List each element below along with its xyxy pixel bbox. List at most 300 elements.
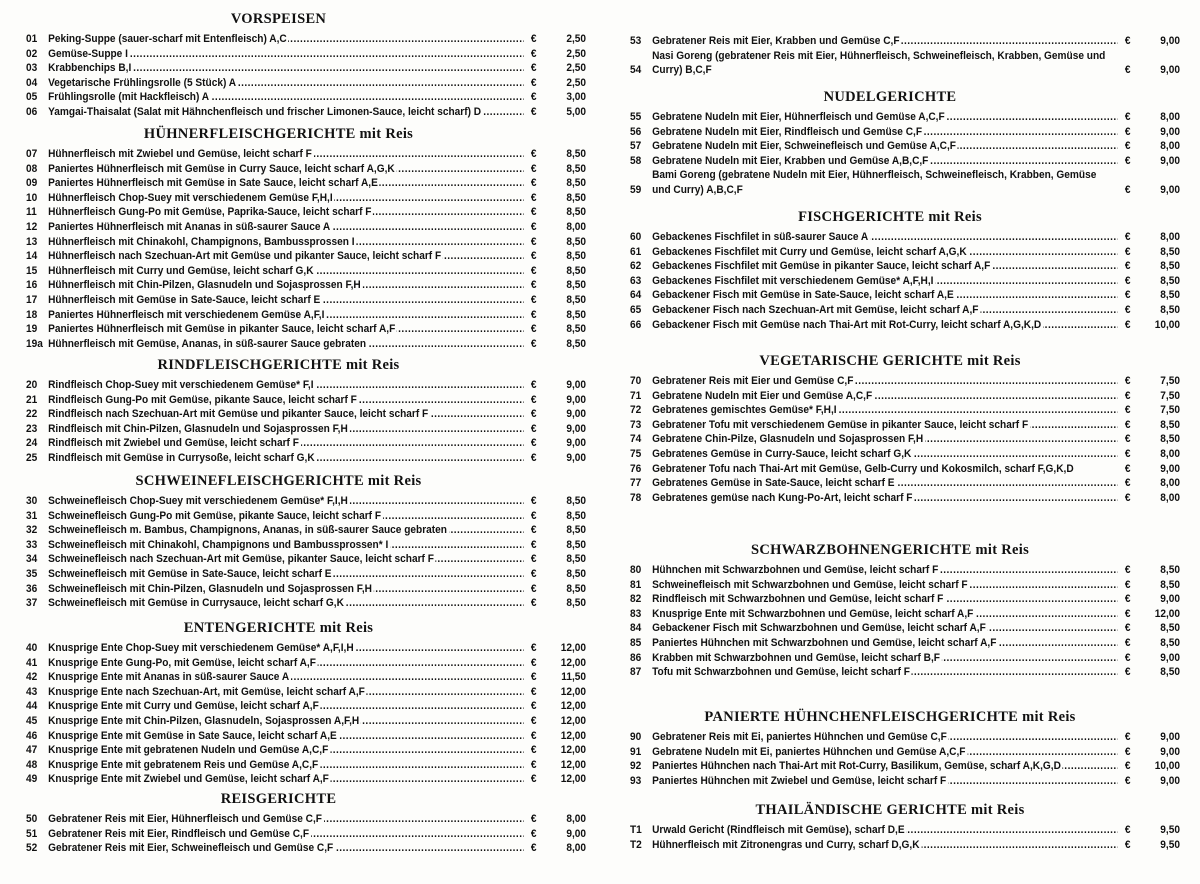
item-number: 80	[630, 564, 642, 576]
item-description-text: Rindfleisch Chop-Suey mit verschiedenem Gemüse* F,I	[48, 379, 314, 391]
section-title: VORSPEISEN	[230, 11, 327, 27]
item-price: 8,50	[1160, 260, 1181, 273]
item-number: 60	[630, 231, 642, 243]
item-number: 06	[26, 105, 38, 118]
item-price: 8,50	[566, 582, 587, 595]
section-vorspeisen	[26, 10, 586, 120]
item-price: 8,50	[566, 293, 587, 306]
euro-sign: €	[1124, 477, 1131, 490]
menu-item	[26, 278, 586, 293]
euro-sign: €	[1124, 111, 1131, 123]
menu-item	[630, 462, 1180, 477]
menu-item	[630, 389, 1180, 404]
item-description	[652, 759, 1117, 774]
item-number: 92	[630, 760, 642, 773]
menu-item	[630, 476, 1180, 491]
item-price: 8,50	[566, 279, 587, 292]
item-description-text: Hühnerfleisch mit Gemüse, Ananas, in süß-saurer Sauce gebraten	[48, 337, 367, 350]
item-description-text: Rindfleisch mit Chin-Pilzen, Glasnudeln und Sojasprossen F,H	[48, 422, 348, 435]
item-description-text: Knusprige Ente mit gebratenen Nudeln und Gemüse A,C,F	[48, 744, 329, 757]
menu-item	[26, 714, 586, 729]
item-description-text: Schweinefleisch Gung-Po mit Gemüse, pikante Sauce, leicht scharf F	[48, 509, 382, 522]
item-description	[652, 418, 1117, 433]
item-description	[652, 774, 1117, 789]
item-price: 8,50	[566, 264, 587, 277]
menu-item	[26, 147, 586, 162]
item-description	[48, 32, 523, 47]
item-price: 7,50	[1160, 389, 1181, 402]
item-price: 12,00	[560, 729, 587, 742]
item-description	[48, 641, 523, 656]
euro-sign: €	[1124, 183, 1131, 196]
item-number: 47	[26, 744, 38, 757]
section-reis	[26, 790, 586, 856]
menu-item	[630, 563, 1180, 578]
item-description	[48, 436, 523, 451]
item-price: 8,50	[1160, 666, 1181, 679]
item-price: 8,00	[1160, 140, 1181, 153]
menu-item	[630, 665, 1180, 680]
item-description-text: Hühnerfleisch mit Zwiebel und Gemüse, leicht scharf F	[48, 148, 312, 160]
item-description	[652, 168, 1117, 197]
item-description	[48, 90, 523, 105]
item-number: 51	[26, 827, 38, 840]
menu-item	[26, 436, 586, 451]
item-number: T2	[630, 838, 642, 851]
item-description	[48, 812, 523, 827]
item-description-text: Gebratener Reis mit Eier und Gemüse C,F	[652, 375, 854, 387]
euro-sign: €	[530, 656, 537, 669]
item-number: 61	[630, 245, 642, 258]
item-description	[48, 264, 523, 279]
item-description-text: Schweinefleisch mit Schwarzbohnen und Gemüse, leicht scharf F	[652, 578, 968, 591]
item-description-text: Gebratener Reis mit Ei, paniertes Hühnchen und Gemüse C,F	[652, 731, 947, 743]
menu-item	[26, 812, 586, 827]
menu-item	[630, 759, 1180, 774]
item-description	[652, 745, 1117, 760]
euro-sign: €	[530, 553, 537, 566]
item-description-text: Schweinefleisch mit Gemüse in Currysauce, leicht scharf G,K	[48, 597, 344, 610]
item-description	[652, 110, 1117, 125]
item-price: 8,00	[566, 813, 587, 825]
item-price: 8,00	[566, 842, 587, 855]
section-fisch	[630, 208, 1180, 332]
item-description-text: Gebratene Nudeln mit Eier, Hühnerfleisch und Gemüse A,C,F	[652, 111, 945, 123]
item-description	[48, 841, 523, 856]
item-number: 86	[630, 651, 642, 664]
item-price: 11,50	[561, 671, 587, 684]
euro-sign: €	[1124, 154, 1131, 167]
euro-sign: €	[530, 437, 537, 450]
item-price: 9,00	[566, 408, 587, 421]
item-number: 83	[630, 607, 642, 620]
euro-sign: €	[1124, 418, 1131, 431]
item-price: 12,00	[560, 744, 587, 757]
item-number: 81	[630, 578, 642, 591]
section-title: VEGETARISCHE GERICHTE mit Reis	[759, 353, 1021, 369]
item-number: 76	[630, 462, 642, 475]
item-description	[652, 636, 1117, 651]
item-description-text: Knusprige Ente mit Gemüse in Sate Sauce, leicht scharf A,E	[48, 729, 337, 742]
item-description-text: Gebackener Fisch mit Gemüse nach Thai-Art mit Rot-Curry, leicht scharf A,G,K,D	[652, 318, 1042, 331]
menu-item	[26, 249, 586, 264]
euro-sign: €	[530, 191, 537, 204]
item-price: 9,00	[1160, 183, 1181, 196]
item-description	[48, 393, 523, 408]
menu-item	[630, 403, 1180, 418]
item-number: 65	[630, 303, 642, 316]
item-price: 12,00	[560, 700, 587, 713]
menu-item	[26, 699, 586, 714]
item-price: 8,00	[1160, 231, 1181, 243]
menu-item	[630, 651, 1180, 666]
item-description-text: Gebratenes gemischtes Gemüse* F,H,I	[652, 404, 837, 417]
item-number: 13	[26, 235, 38, 248]
euro-sign: €	[1124, 774, 1131, 787]
euro-sign: €	[1124, 607, 1131, 620]
section-title: SCHWEINEFLEISCHGERICHTE mit Reis	[135, 473, 422, 489]
euro-sign: €	[1124, 64, 1131, 77]
menu-item	[630, 432, 1180, 447]
menu-item	[26, 191, 586, 206]
item-number: 64	[630, 289, 642, 302]
item-number: 20	[26, 379, 38, 391]
item-price: 12,00	[560, 758, 587, 771]
item-number: 04	[26, 76, 38, 89]
item-price: 9,00	[1160, 731, 1181, 743]
menu-item	[26, 393, 586, 408]
item-description-text: Gebackenes Fischfilet mit Curry und Gemüse, leicht scharf A,G,K	[652, 245, 967, 258]
item-price: 8,50	[1160, 622, 1181, 635]
euro-sign: €	[530, 76, 537, 89]
item-description	[48, 552, 523, 567]
item-description-text: Knusprige Ente mit Schwarzbohnen und Gemüse, leicht scharf A,F	[652, 607, 974, 620]
item-description	[652, 403, 1117, 418]
item-price: 7,50	[1160, 375, 1181, 387]
item-description	[48, 293, 523, 308]
item-number: 31	[26, 509, 38, 522]
euro-sign: €	[530, 758, 537, 771]
item-price: 8,50	[1160, 303, 1181, 316]
euro-sign: €	[1124, 404, 1131, 417]
item-price: 10,00	[1154, 318, 1181, 331]
section-title: REISGERICHTE	[220, 791, 337, 807]
menu-item	[26, 656, 586, 671]
item-description-text: Vegetarische Frühlingsrolle (5 Stück) A	[48, 76, 237, 89]
menu-item	[26, 827, 586, 842]
item-description	[48, 494, 523, 509]
item-number: 30	[26, 495, 38, 507]
item-price: 8,50	[1160, 418, 1181, 431]
item-number: 16	[26, 279, 38, 292]
euro-sign: €	[1124, 745, 1131, 758]
section-nudel	[630, 88, 1180, 198]
menu-item	[26, 758, 586, 773]
section-schwarzbohnen	[630, 541, 1180, 680]
item-number: 09	[26, 177, 38, 190]
item-number: 08	[26, 162, 38, 175]
item-description-text: Gebratene Chin-Pilze, Glasnudeln und Sojasprossen F,H	[652, 433, 924, 446]
item-number: 77	[630, 477, 642, 490]
item-description	[652, 125, 1117, 140]
menu-item	[630, 730, 1180, 745]
euro-sign: €	[1124, 593, 1131, 606]
item-description-text: Hühnchen mit Schwarzbohnen und Gemüse, leicht scharf F	[652, 564, 939, 576]
item-description-text: Knusprige Ente Chop-Suey mit verschiedenem Gemüse* A,F,I,H	[48, 642, 354, 654]
item-description-text: Hühnerfleisch Gung-Po mit Gemüse, Paprika-Sauce, leicht scharf F	[48, 206, 372, 219]
item-description	[652, 318, 1117, 333]
item-number: 52	[26, 842, 38, 855]
item-number: 05	[26, 91, 38, 104]
item-description	[48, 147, 523, 162]
menu-item	[26, 61, 586, 76]
item-description	[48, 176, 523, 191]
menu-item	[26, 841, 586, 856]
euro-sign: €	[530, 744, 537, 757]
euro-sign: €	[530, 91, 537, 104]
item-price: 9,00	[566, 379, 587, 391]
item-description	[652, 274, 1117, 289]
item-price: 8,00	[566, 220, 587, 233]
item-number: 18	[26, 308, 38, 321]
item-description	[652, 563, 1117, 578]
item-number: 22	[26, 408, 38, 421]
item-description-text: Knusprige Ente mit Chin-Pilzen, Glasnudeln, Sojasprossen A,F,H	[48, 714, 360, 727]
item-price: 8,50	[566, 495, 587, 507]
section-panierte-huehnchen	[630, 708, 1180, 788]
euro-sign: €	[530, 524, 537, 537]
section-title: PANIERTE HÜHNCHENFLEISCHGERICHTE mit Reis	[704, 709, 1076, 725]
menu-item	[26, 32, 586, 47]
euro-sign: €	[530, 206, 537, 219]
item-number: 40	[26, 642, 38, 654]
item-description-text: Gebratener Tofu nach Thai-Art mit Gemüse, Gelb-Curry und Kokosmilch, scharf F,G,K,D	[652, 462, 1074, 475]
item-description	[48, 656, 523, 671]
item-description	[48, 670, 523, 685]
item-description-text: Knusprige Ente mit Zwiebel und Gemüse, leicht scharf A,F	[48, 773, 329, 786]
item-number: 21	[26, 393, 38, 406]
item-number: 93	[630, 774, 642, 787]
item-description-text: Paniertes Hühnchen mit Schwarzbohnen und Gemüse, leicht scharf A,F	[652, 636, 997, 649]
euro-sign: €	[530, 642, 537, 654]
menu-item	[26, 162, 586, 177]
menu-item	[630, 49, 1180, 78]
item-description	[652, 651, 1117, 666]
item-description	[48, 582, 523, 597]
euro-sign: €	[530, 33, 537, 45]
item-number: 66	[630, 318, 642, 331]
item-description-text: Gebratene Nudeln mit Eier, Schweinefleisch und Gemüse A,C,F	[652, 140, 956, 153]
euro-sign: €	[1124, 245, 1131, 258]
item-number: 19a	[26, 337, 43, 350]
euro-sign: €	[1124, 260, 1131, 273]
item-description-text: Rindfleisch mit Gemüse in Currysoße, leicht scharf G,K	[48, 451, 315, 464]
item-description	[48, 322, 523, 337]
item-description	[652, 476, 1117, 491]
section-title: ENTENGERICHTE mit Reis	[183, 620, 374, 636]
section-thailaendisch	[630, 801, 1180, 852]
euro-sign: €	[1124, 35, 1131, 47]
item-description	[48, 220, 523, 235]
euro-sign: €	[530, 250, 537, 263]
item-price: 10,00	[1154, 760, 1181, 773]
euro-sign: €	[530, 451, 537, 464]
item-price: 8,50	[1160, 564, 1181, 576]
item-description	[652, 139, 1117, 154]
menu-item	[630, 125, 1180, 140]
item-description-text: Gebackenes Fischfilet mit verschiedenem Gemüse* A,F,H,I	[652, 274, 934, 287]
item-price: 8,50	[1160, 245, 1181, 258]
menu-item	[630, 491, 1180, 506]
item-description-text: Schweinefleisch mit Chinakohl, Champignons und Bambussprossen* I	[48, 538, 389, 551]
menu-item	[26, 685, 586, 700]
item-description-text: Paniertes Hühnerfleisch mit Gemüse in Curry Sauce, leicht scharf A,G,K	[48, 162, 395, 175]
item-description	[48, 47, 523, 62]
euro-sign: €	[530, 538, 537, 551]
item-price: 2,50	[566, 76, 587, 89]
item-description-text: Krabben mit Schwarzbohnen und Gemüse, leicht scharf B,F	[652, 651, 940, 664]
euro-sign: €	[530, 162, 537, 175]
item-description	[48, 685, 523, 700]
euro-sign: €	[530, 700, 537, 713]
item-description	[48, 249, 523, 264]
item-description-text: Gebratenes gemüse nach Kung-Po-Art, leicht scharf F	[652, 491, 913, 504]
menu-item	[26, 293, 586, 308]
item-price: 8,50	[1160, 289, 1181, 302]
euro-sign: €	[1124, 125, 1131, 138]
item-number: 70	[630, 375, 642, 387]
item-description-text: Yamgai-Thaisalat (Salat mit Hähnchenfleisch und frischer Limonen-Sauce, leicht scharf) D	[48, 105, 482, 118]
item-description	[652, 154, 1117, 169]
section-title: FISCHGERICHTE mit Reis	[798, 209, 982, 225]
item-number: 56	[630, 125, 642, 138]
item-description-text: Gebackener Fisch mit Schwarzbohnen und Gemüse, leicht scharf A,F	[652, 622, 986, 635]
item-description	[48, 205, 523, 220]
menu-item	[26, 176, 586, 191]
item-description	[48, 743, 523, 758]
menu-item	[26, 509, 586, 524]
item-description-text: Knusprige Ente mit gebratenem Reis und Gemüse A,C,F	[48, 758, 319, 771]
item-description-text: Schweinefleisch mit Gemüse in Sate-Sauce, leicht scharf E	[48, 567, 332, 580]
item-price: 8,50	[566, 524, 587, 537]
menu-item	[26, 494, 586, 509]
euro-sign: €	[1124, 651, 1131, 664]
section-rindfleisch	[26, 356, 586, 466]
item-price: 2,50	[566, 62, 587, 75]
item-price: 9,00	[1160, 462, 1181, 475]
item-description-text: Schweinefleisch m. Bambus, Champignons, Ananas, in süß-saurer Sauce gebraten	[48, 524, 447, 537]
item-price: 8,50	[566, 509, 587, 522]
item-price: 8,50	[566, 337, 587, 350]
item-price: 9,00	[1160, 64, 1181, 77]
item-price: 8,50	[1160, 433, 1181, 446]
item-number: 72	[630, 404, 642, 417]
item-description	[652, 592, 1117, 607]
euro-sign: €	[530, 509, 537, 522]
item-description	[48, 699, 523, 714]
item-description	[652, 389, 1117, 404]
item-description-text: Gebackener Fisch nach Szechuan-Art mit Gemüse, leicht scharf A,F	[652, 303, 979, 316]
euro-sign: €	[530, 62, 537, 75]
item-number: 85	[630, 636, 642, 649]
item-number: 84	[630, 622, 642, 635]
item-number: 91	[630, 745, 642, 758]
euro-sign: €	[1124, 375, 1131, 387]
item-description	[48, 407, 523, 422]
menu-item	[630, 34, 1180, 49]
item-price: 12,00	[560, 714, 587, 727]
euro-sign: €	[1124, 318, 1131, 331]
euro-sign: €	[530, 308, 537, 321]
item-description	[48, 596, 523, 611]
item-description-text: Paniertes Hühnchen mit Zwiebel und Gemüse, leicht scharf F	[652, 774, 947, 787]
menu-item	[26, 772, 586, 787]
item-description-text: Schweinefleisch nach Szechuan-Art mit Gemüse, pikanter Sauce, leicht scharf F	[48, 553, 434, 566]
menu-item	[630, 374, 1180, 389]
item-description-text: Rindfleisch mit Zwiebel und Gemüse, leicht scharf F	[48, 437, 299, 450]
item-description	[48, 538, 523, 553]
section-title: HÜHNERFLEISCHGERICHTE mit Reis	[143, 126, 414, 142]
item-number: 46	[26, 729, 38, 742]
item-description-text: Hühnerfleisch mit Zitronengras und Curry, scharf D,G,K	[652, 838, 920, 851]
item-number: 17	[26, 293, 38, 306]
euro-sign: €	[1124, 578, 1131, 591]
item-number: 75	[630, 447, 642, 460]
item-description-text: Frühlingsrolle (mit Hackfleisch) A	[48, 91, 210, 104]
item-price: 8,50	[566, 597, 587, 610]
item-description-text: Gebratener Tofu mit verschiedenem Gemüse in pikanter Sauce, leicht scharf F	[652, 418, 1029, 431]
menu-item	[630, 823, 1180, 838]
euro-sign: €	[1124, 824, 1131, 836]
item-description-text: Paniertes Hühnerfleisch mit verschiedenem Gemüse A,F,I	[48, 308, 325, 321]
item-description	[652, 491, 1117, 506]
item-number: 34	[26, 553, 38, 566]
item-number: 36	[26, 582, 38, 595]
item-number: 78	[630, 491, 642, 504]
item-description	[652, 259, 1117, 274]
euro-sign: €	[1124, 666, 1131, 679]
item-price: 2,50	[566, 33, 587, 45]
item-description	[652, 621, 1117, 636]
item-description-text: Gebratener Reis mit Eier, Hühnerfleisch und Gemüse C,F	[48, 813, 322, 825]
euro-sign: €	[530, 264, 537, 277]
item-price: 9,00	[566, 422, 587, 435]
menu-item	[630, 230, 1180, 245]
item-description	[48, 337, 523, 352]
menu-item	[26, 322, 586, 337]
menu-item	[26, 308, 586, 323]
item-description	[48, 758, 523, 773]
euro-sign: €	[1124, 760, 1131, 773]
section-title: SCHWARZBOHNENGERICHTE mit Reis	[750, 542, 1030, 558]
euro-sign: €	[530, 813, 537, 825]
item-price: 8,50	[566, 308, 587, 321]
item-number: 57	[630, 140, 642, 153]
item-description	[48, 378, 523, 393]
section-schweinefleisch	[26, 472, 586, 611]
menu-item	[630, 110, 1180, 125]
item-number: 03	[26, 62, 38, 75]
item-price: 9,00	[1160, 651, 1181, 664]
item-price: 8,50	[566, 206, 587, 219]
menu-item	[630, 774, 1180, 789]
item-description-text: Knusprige Ente mit Curry und Gemüse, leicht scharf A,F	[48, 700, 319, 713]
euro-sign: €	[530, 827, 537, 840]
item-number: 82	[630, 593, 642, 606]
item-description-text: Gebratenes Gemüse in Sate-Sauce, leicht scharf E	[652, 477, 895, 490]
menu-item	[26, 596, 586, 611]
item-price: 8,50	[566, 567, 587, 580]
